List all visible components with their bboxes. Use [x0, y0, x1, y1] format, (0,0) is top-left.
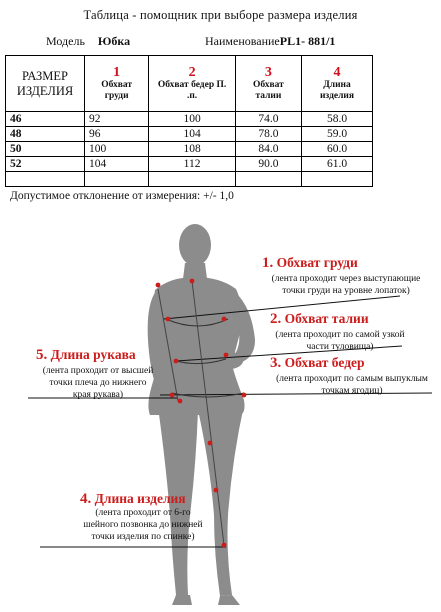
table-row [6, 112, 373, 127]
label-waist-num: 2. [270, 311, 282, 327]
label-chest-note: (лента проходит через выступающие точки груди на уровне лопаток) [271, 274, 421, 296]
label-sleeve-title: Длина рукава [50, 347, 136, 362]
size-table [5, 55, 373, 187]
table-row [6, 142, 373, 157]
label-waist-note: (лента проходит по самой узкой части туловища) [275, 330, 405, 352]
header-col-1 [85, 56, 149, 112]
header-size: РАЗМЕР ИЗДЕЛИЯ [6, 56, 85, 112]
cell-chest: 96 [85, 127, 149, 142]
header-col-2 [149, 56, 236, 112]
table-row [6, 127, 373, 142]
header-col-3 [235, 56, 301, 112]
cell-chest: 92 [85, 112, 149, 127]
table-row [6, 172, 373, 187]
label-chest-title: Обхват груди [276, 255, 358, 270]
cell-hips: 108 [149, 142, 236, 157]
label-chest-num: 1. [262, 255, 274, 271]
label-waist-title: Обхват талии [284, 311, 369, 326]
cell-length: 59.0 [302, 127, 373, 142]
header-num-4: 4 [333, 65, 341, 80]
header-cap-3: Обхват талии [252, 80, 284, 101]
model-row [46, 34, 130, 49]
cell-hips [149, 172, 236, 187]
table-row [6, 157, 373, 172]
header-num-3: 3 [264, 65, 272, 80]
cell-chest: 100 [85, 142, 149, 157]
cell-size: 50 [6, 142, 85, 157]
cell-length [302, 172, 373, 187]
cell-waist: 74.0 [235, 112, 301, 127]
label-length-note: (лента проходит от 6-го шейного позвонка до нижней точки изделия по спинке) [83, 508, 203, 542]
header-cap-2: Обхват бедер П. .п. [157, 80, 227, 101]
cell-length: 61.0 [302, 157, 373, 172]
page-title: Таблица - помощник при выборе размера изделия [83, 8, 358, 22]
cell-size: 48 [6, 127, 85, 142]
label-length-num: 4. [80, 491, 92, 507]
label-sleeve [36, 347, 136, 364]
header-num-2: 2 [188, 65, 196, 80]
label-length-title: Длина изделия [94, 491, 186, 506]
cell-size: 52 [6, 157, 85, 172]
measurement-figure [0, 215, 441, 612]
cell-size: 46 [6, 112, 85, 127]
label-hips [270, 355, 365, 372]
label-waist [270, 311, 369, 328]
cell-hips: 100 [149, 112, 236, 127]
cell-chest [85, 172, 149, 187]
model-label: Модель [46, 34, 85, 48]
model-value: Юбка [97, 34, 131, 48]
header-cap-4: Длина изделия [319, 80, 355, 101]
product-name-row [205, 34, 335, 49]
cell-size [6, 172, 85, 187]
cell-chest: 104 [85, 157, 149, 172]
label-hips-title: Обхват бедер [284, 355, 365, 370]
cell-hips: 104 [149, 127, 236, 142]
label-hips-num: 3. [270, 355, 282, 371]
product-name-value: PL1- 881/1 [279, 34, 336, 48]
tolerance-note: Допустимое отклонение от измерения: +/- 1,0 [10, 190, 234, 202]
header-col-4 [302, 56, 373, 112]
label-sleeve-note: (лента проходит от высшей точки плеча до нижнего края рукава) [42, 366, 154, 400]
cell-length: 58.0 [302, 112, 373, 127]
cell-hips: 112 [149, 157, 236, 172]
label-chest [262, 255, 358, 272]
label-length [80, 491, 186, 508]
label-sleeve-num: 5. [36, 347, 48, 363]
cell-waist [235, 172, 301, 187]
product-name-label: Наименование [205, 34, 280, 48]
header-cap-1: Обхват груди [101, 80, 133, 101]
cell-length: 60.0 [302, 142, 373, 157]
cell-waist: 90.0 [235, 157, 301, 172]
cell-waist: 84.0 [235, 142, 301, 157]
header-num-1: 1 [113, 65, 121, 80]
label-hips-note: (лента проходит по самым выпуклым точкам ягодиц) [276, 374, 428, 396]
table-header-row [6, 56, 373, 112]
cell-waist: 78.0 [235, 127, 301, 142]
